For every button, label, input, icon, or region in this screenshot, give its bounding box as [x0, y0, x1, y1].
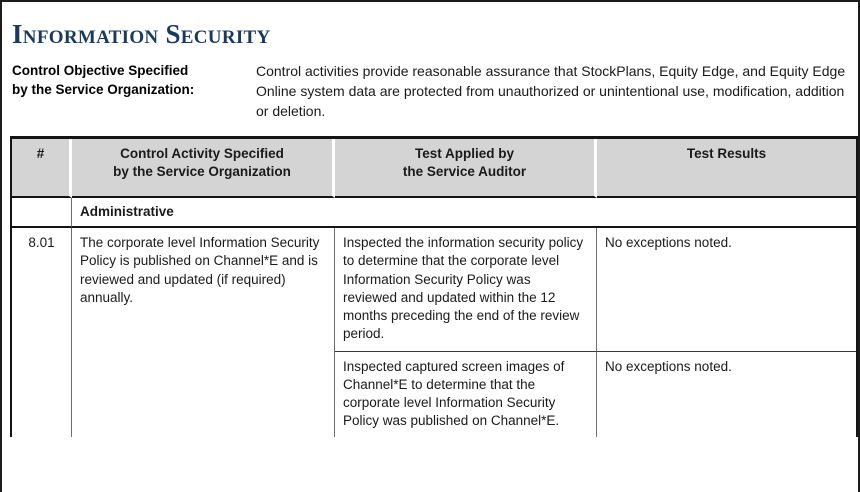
- column-header-control-activity-line1: Control Activity Specified: [120, 145, 284, 161]
- column-header-test-applied-line2: the Service Auditor: [402, 164, 527, 180]
- table-header-row: [12, 139, 856, 198]
- table-row: [12, 228, 856, 351]
- column-header-test-applied: [335, 139, 597, 198]
- control-objective-label: [12, 62, 248, 98]
- row-control-activity-8-01: The corporate level Information Security Policy is published on Channel*E and is reviewed and updated (if required) annually.: [72, 228, 335, 437]
- control-activities-table: [10, 136, 858, 437]
- column-header-test-results: Test Results: [597, 139, 856, 198]
- control-objective-block: [12, 62, 850, 122]
- section-heading-administrative: Administrative: [72, 198, 856, 228]
- row-test-results-8-01-a: No exceptions noted.: [597, 228, 856, 351]
- column-header-control-activity: [72, 139, 335, 198]
- table-section-row: [12, 198, 856, 228]
- column-header-control-activity-line2: by the Service Organization: [113, 164, 291, 180]
- control-objective-text: Control activities provide reasonable assurance that StockPlans, Equity Edge, and Equity Edge Online system data are protected from unauthorized or unintentional use, modification, addition or deletion.: [256, 63, 846, 120]
- page-title: Information Security: [12, 19, 271, 49]
- row-test-applied-8-01-a: Inspected the information security policy to determine that the corporate level Information Security Policy was reviewed and updated within the 12 months preceding the end of the review period.: [335, 228, 597, 351]
- section-row-number: [12, 198, 72, 228]
- row-test-applied-8-01-b: Inspected captured screen images of Channel*E to determine that the corporate level Information Security Policy was published on Channel*E.: [335, 352, 597, 438]
- column-header-test-applied-line1: Test Applied by: [414, 145, 514, 161]
- row-test-results-8-01-b: No exceptions noted.: [605, 358, 732, 374]
- row-number-8-01: 8.01: [12, 228, 72, 437]
- table-body: [12, 198, 856, 437]
- table-header: [12, 139, 856, 198]
- control-objective-label-line1: Control Objective Specified: [12, 63, 189, 79]
- control-objective-label-line2: by the Service Organization:: [12, 81, 195, 97]
- column-header-number: #: [12, 139, 72, 198]
